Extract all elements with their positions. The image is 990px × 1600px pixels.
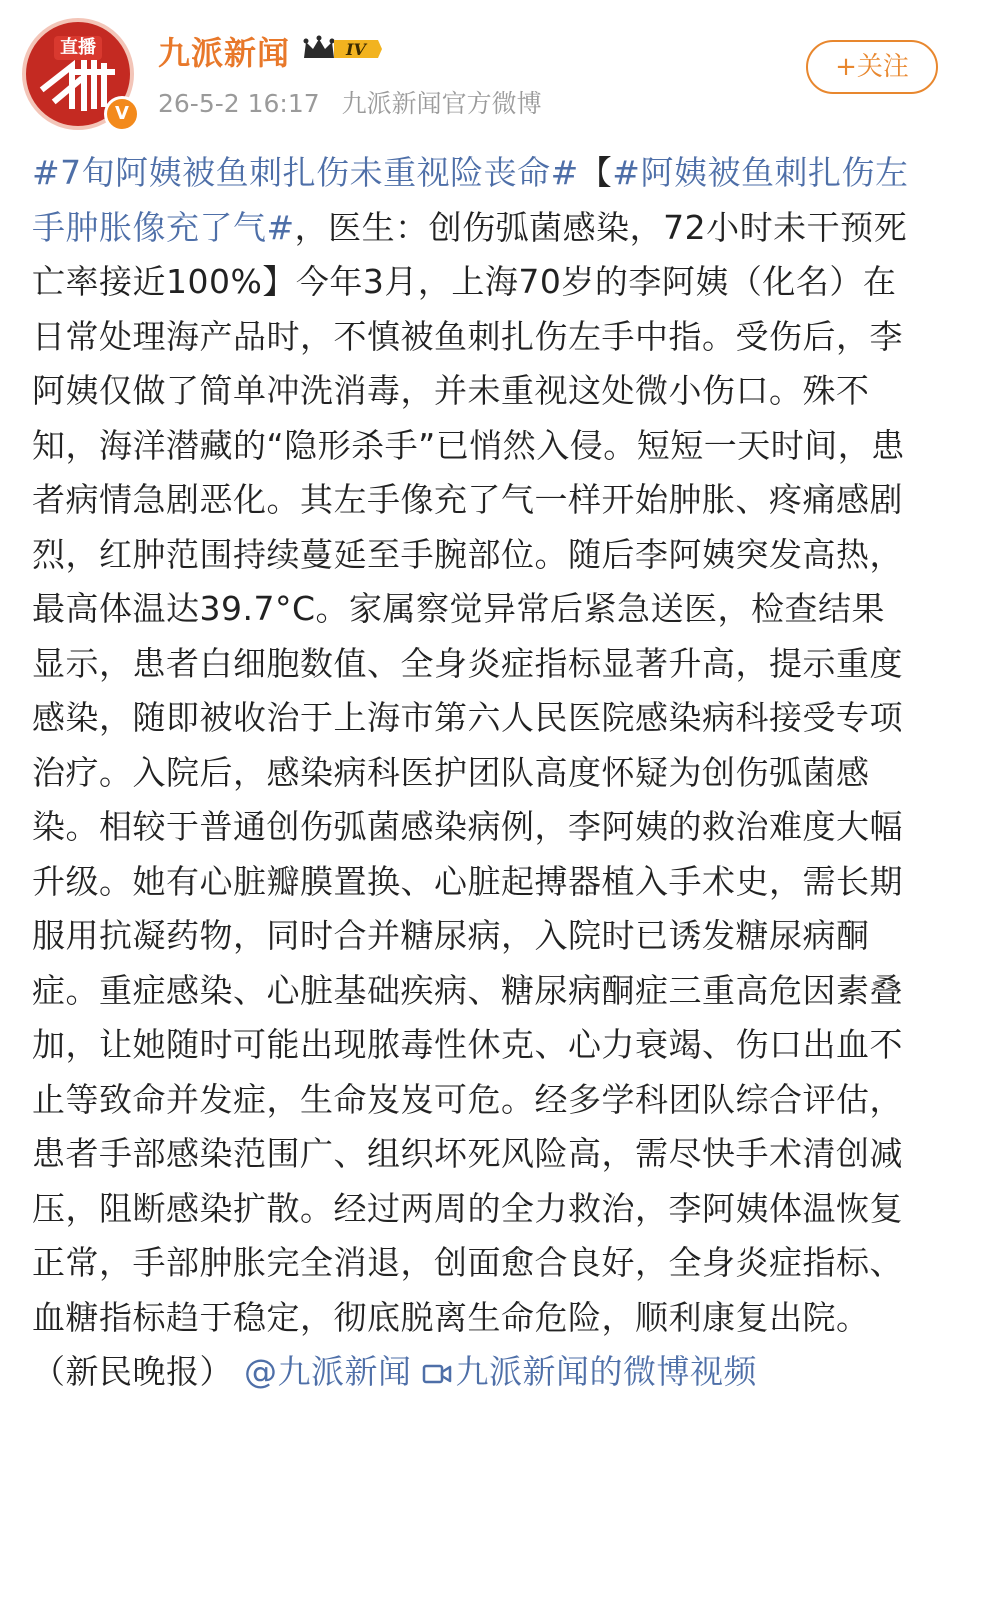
- bracket-open: 【: [578, 153, 613, 192]
- crown-level-icon: [300, 34, 384, 64]
- level-label: IV: [346, 40, 366, 59]
- follow-button[interactable]: +关注: [806, 40, 938, 94]
- post-meta: [158, 84, 564, 120]
- source-note: （新民晚报）: [32, 1352, 233, 1391]
- post-header: [0, 0, 990, 150]
- mention-link[interactable]: @九派新闻: [244, 1352, 412, 1391]
- hashtag-link[interactable]: #7旬阿姨被鱼刺扎伤未重视险丧命#: [32, 153, 579, 192]
- source-label[interactable]: 九派新闻官方微博: [341, 89, 542, 118]
- post-body: [32, 146, 912, 1400]
- body-text: 今年3月，上海70岁的李阿姨（化名）在日常处理海产品时，不慎被鱼刺扎伤左手中指。受伤后，李阿姨仅做了简单冲洗消毒，并未重视这处微小伤口。殊不知，海洋潜藏的“隐形杀手”已悄然入侵。短短一天时间，患者病情急剧恶化。其左手像充了气一样开始肿胀、疼痛感剧烈，红肿范围持续蔓延至手腕部位。随后李阿姨突发高热，最高体温达39.7°C。家属察觉异常后紧急送医，检查结果显示，患者白细胞数值、全身炎症指标显著升高，提示重度感染，随即被收治于上海市第六人民医院感染病科接受专项治疗。入院后，感染病科医护团队高度怀疑为创伤弧菌感染。相较于普通创伤弧菌感染病例，李阿姨的救治难度大幅升级。她有心脏瓣膜置换、心脏起搏器植入手术史，需长期服用抗凝药物，同时合并糖尿病，入院时已诱发糖尿病酮症。重症感染、心脏基础疾病、糖尿病酮症三重高危因素叠加，让她随时可能出现脓毒性休克、心力衰竭、伤口出血不止等致命并发症，生命岌岌可危。经多学科团队综合评估，患者手部感染范围广、组织坏死风险高，需尽快手术清创减压，阻断感染扩散。经过两周的全力救治，李阿姨体温恢复正常，手部肿胀完全消退，创面愈合良好，全身炎症指标、血糖指标趋于稳定，彻底脱离生命危险，顺利康复出院。: [32, 262, 905, 1337]
- live-tag: 直播: [54, 36, 102, 60]
- hashtag-link[interactable]: #阿姨被鱼刺扎伤左手肿胀像充了气#: [32, 153, 909, 247]
- video-link[interactable]: 九派新闻的微博视频: [455, 1352, 757, 1391]
- timestamp: 26-5-2 16:17: [158, 89, 320, 118]
- headline-text: ，医生：创伤弧菌感染，72小时未干预死亡率接近100%】: [32, 207, 908, 301]
- account-name[interactable]: 九派新闻: [158, 34, 291, 72]
- video-icon: [422, 1361, 452, 1387]
- verified-icon: V: [104, 96, 140, 132]
